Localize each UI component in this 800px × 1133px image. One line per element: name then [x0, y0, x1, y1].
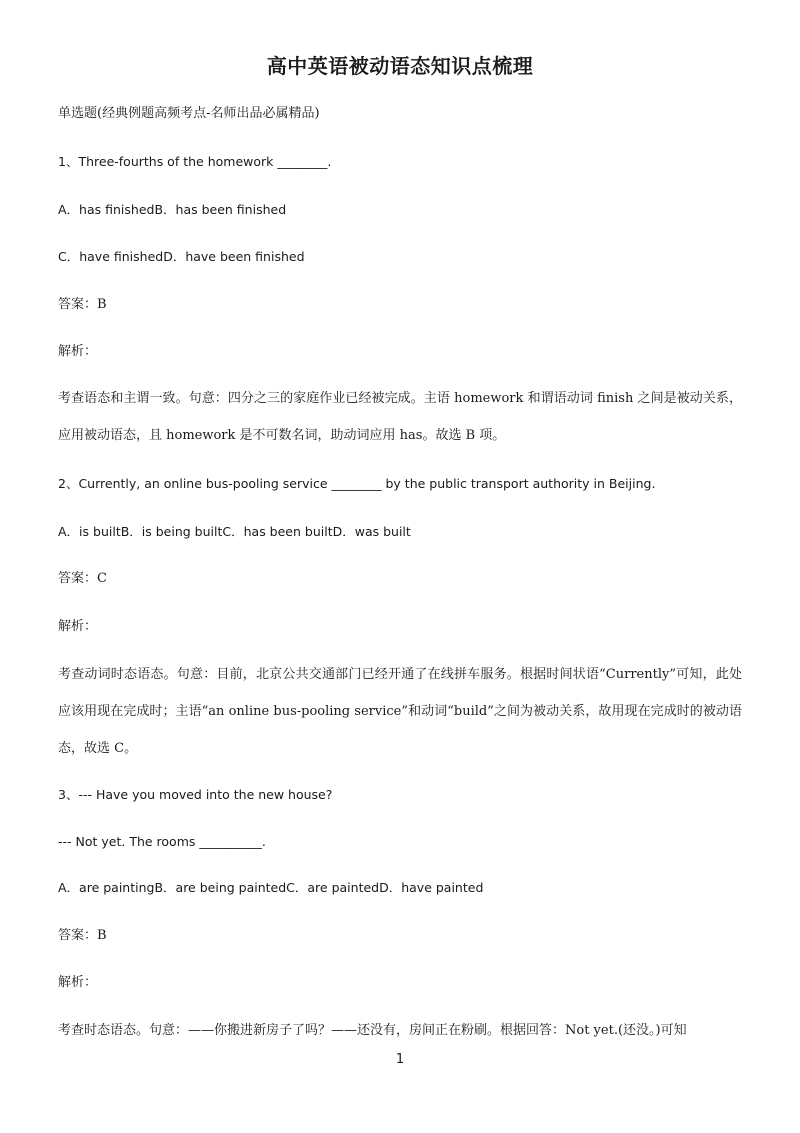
question-1-answer: 答案：B: [58, 297, 107, 312]
question-3-answer: 答案：B: [58, 928, 107, 943]
section-heading: 单选题(经典例题高频考点-名师出品必属精品): [58, 106, 320, 121]
question-2-stem: 2、Currently, an online bus-pooling service ________ by the public transport authority in Beijing.: [58, 476, 656, 491]
question-2-answer: 答案：C: [58, 571, 107, 586]
question-1-stem: 1、Three-fourths of the homework ________.: [58, 154, 332, 169]
question-1-analysis: 考查语态和主谓一致。句意：四分之三的家庭作业已经被完成。主语 homework 和谓语动词 finish 之间是被动关系，应用被动语态，且 homework 是不可数名词，助动词应用 has。故选 B 项。: [58, 391, 742, 443]
question-1-analysis-label: 解析：: [58, 344, 98, 359]
question-2-analysis: 考查动词时态语态。句意：目前，北京公共交通部门已经开通了在线拼车服务。根据时间状语“Currently”可知，此处应该用现在完成时；主语“an online bus-pooling service”和动词“build”之间为被动关系，故用现在完成时的被动语态，故选 C。: [58, 667, 742, 756]
question-1-options-row-2: C．have finishedD．have been finished: [58, 249, 305, 264]
question-2-analysis-label: 解析：: [58, 619, 98, 634]
page-number: 1: [395, 1052, 405, 1067]
question-3-analysis: 考查时态语态。句意：——你搬进新房子了吗？——还没有，房间正在粉刷。根据回答：Not yet.(还没。)可知: [58, 1023, 687, 1038]
question-3-analysis-label: 解析：: [58, 975, 98, 990]
question-3-options: A．are paintingB．are being paintedC．are paintedD．have painted: [58, 880, 484, 895]
question-2-options: A．is builtB．is being builtC．has been builtD．was built: [58, 524, 411, 539]
question-3-stem-line-2: --- Not yet. The rooms __________.: [58, 834, 266, 849]
document-title: 高中英语被动语态知识点梳理: [266, 54, 534, 78]
question-3-stem: 3、--- Have you moved into the new house?: [58, 787, 333, 802]
question-1-options-row-1: A．has finishedB．has been finished: [58, 202, 287, 217]
